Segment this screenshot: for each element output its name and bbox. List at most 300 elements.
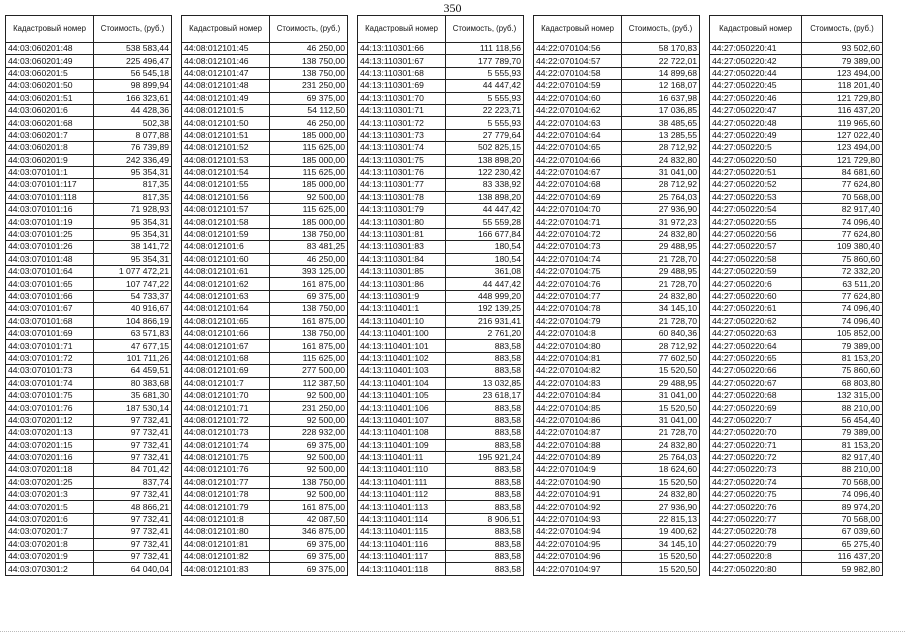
table-row <box>6 80 172 92</box>
cadastral-number-cell: 44:13:110401:100 <box>358 327 446 339</box>
cadastral-number-cell: 44:13:110401:114 <box>358 513 446 525</box>
cost-cell: 393 125,00 <box>270 266 348 278</box>
table-row <box>182 228 348 240</box>
table-row <box>182 166 348 178</box>
cadastral-number-cell: 44:03:060201:9 <box>6 154 94 166</box>
table-row <box>182 414 348 426</box>
cadastral-number-cell: 44:13:110301:67 <box>358 55 446 67</box>
cadastral-number-cell: 44:27:050220:49 <box>710 129 802 141</box>
cadastral-number-cell: 44:27:050220:74 <box>710 476 802 488</box>
cadastral-number-cell: 44:27:050220:62 <box>710 315 802 327</box>
cadastral-table-5 <box>709 15 883 576</box>
cadastral-number-cell: 44:22:070104:74 <box>534 253 622 265</box>
cadastral-number-cell: 44:08:012101:54 <box>182 166 270 178</box>
cadastral-number-cell: 44:13:110401:118 <box>358 563 446 575</box>
header-cost: Стоимость, (руб.) <box>446 16 524 43</box>
table-row <box>710 142 883 154</box>
cost-cell: 111 118,56 <box>446 43 524 55</box>
table-row <box>710 303 883 315</box>
cost-cell: 13 285,55 <box>622 129 700 141</box>
cost-cell: 44 428,36 <box>94 104 172 116</box>
cadastral-table-4 <box>533 15 700 576</box>
cost-cell: 92 500,00 <box>270 489 348 501</box>
cost-cell: 138 898,20 <box>446 191 524 203</box>
cadastral-number-cell: 44:22:070104:71 <box>534 216 622 228</box>
cost-cell: 88 210,00 <box>802 464 883 476</box>
cadastral-number-cell: 44:27:050220:53 <box>710 191 802 203</box>
table-row <box>6 216 172 228</box>
table-row <box>358 303 524 315</box>
cadastral-number-cell: 44:22:070104:58 <box>534 67 622 79</box>
cost-cell: 44 447,42 <box>446 204 524 216</box>
table-row <box>710 451 883 463</box>
cost-cell: 12 168,07 <box>622 80 700 92</box>
table-row <box>6 43 172 55</box>
table-row <box>6 303 172 315</box>
cost-cell: 77 602,50 <box>622 352 700 364</box>
table-row <box>358 216 524 228</box>
cost-cell: 98 899,94 <box>94 80 172 92</box>
cadastral-number-cell: 44:13:110301:79 <box>358 204 446 216</box>
table-row <box>182 451 348 463</box>
cost-cell: 70 568,00 <box>802 191 883 203</box>
table-row <box>358 290 524 302</box>
cost-cell: 14 899,68 <box>622 67 700 79</box>
cadastral-number-cell: 44:08:012101:52 <box>182 142 270 154</box>
table-row <box>358 538 524 550</box>
cost-cell: 127 022,40 <box>802 129 883 141</box>
cost-cell: 192 139,25 <box>446 303 524 315</box>
cost-cell: 21 728,70 <box>622 315 700 327</box>
cost-cell: 161 875,00 <box>270 340 348 352</box>
table-row <box>710 389 883 401</box>
table-row <box>534 266 700 278</box>
cadastral-number-cell: 44:08:012101:7 <box>182 377 270 389</box>
table-row <box>182 513 348 525</box>
cadastral-number-cell: 44:03:060201:7 <box>6 129 94 141</box>
table-row <box>182 278 348 290</box>
table-row <box>6 389 172 401</box>
table-row <box>6 513 172 525</box>
table-row <box>358 551 524 563</box>
cadastral-number-cell: 44:13:110401:104 <box>358 377 446 389</box>
cost-cell: 115 625,00 <box>270 142 348 154</box>
table-row <box>6 92 172 104</box>
cadastral-number-cell: 44:27:050220:73 <box>710 464 802 476</box>
cadastral-number-cell: 44:03:060201:49 <box>6 55 94 67</box>
cost-cell: 187 530,14 <box>94 402 172 414</box>
cost-cell: 18 624,60 <box>622 464 700 476</box>
table-row <box>358 513 524 525</box>
cost-cell: 54 733,37 <box>94 290 172 302</box>
table-row <box>6 464 172 476</box>
table-row <box>358 55 524 67</box>
table-row <box>710 365 883 377</box>
cadastral-number-cell: 44:13:110301:85 <box>358 266 446 278</box>
table-row <box>358 377 524 389</box>
table-row <box>182 327 348 339</box>
table-row <box>182 204 348 216</box>
cost-cell: 115 625,00 <box>270 352 348 364</box>
cadastral-number-cell: 44:08:012101:73 <box>182 427 270 439</box>
table-row <box>6 278 172 290</box>
cost-cell: 28 712,92 <box>622 142 700 154</box>
cadastral-table-3 <box>357 15 524 576</box>
cost-cell: 883,58 <box>446 501 524 513</box>
cadastral-number-cell: 44:13:110401:115 <box>358 526 446 538</box>
cadastral-number-cell: 44:27:050220:45 <box>710 80 802 92</box>
cadastral-number-cell: 44:27:050220:7 <box>710 414 802 426</box>
table-row <box>182 464 348 476</box>
table-row <box>6 154 172 166</box>
cadastral-number-cell: 44:27:050220:71 <box>710 439 802 451</box>
table-row <box>710 489 883 501</box>
cost-cell: 92 500,00 <box>270 464 348 476</box>
table-row <box>710 315 883 327</box>
cadastral-number-cell: 44:03:070101:67 <box>6 303 94 315</box>
table-row <box>182 365 348 377</box>
table-row <box>6 538 172 550</box>
cost-cell: 883,58 <box>446 526 524 538</box>
cadastral-number-cell: 44:27:050220:8 <box>710 551 802 563</box>
cost-cell: 84 701,42 <box>94 464 172 476</box>
header-cost: Стоимость, (руб.) <box>802 16 883 43</box>
cost-cell: 116 437,20 <box>802 551 883 563</box>
cadastral-number-cell: 44:08:012101:70 <box>182 389 270 401</box>
table-header-row <box>710 16 883 43</box>
table-row <box>534 377 700 389</box>
cadastral-number-cell: 44:03:070101:69 <box>6 327 94 339</box>
table-row <box>182 538 348 550</box>
cost-cell: 31 041,00 <box>622 414 700 426</box>
cadastral-number-cell: 44:27:050220:70 <box>710 427 802 439</box>
cadastral-number-cell: 44:27:050220:67 <box>710 377 802 389</box>
cadastral-number-cell: 44:03:070201:12 <box>6 414 94 426</box>
cost-cell: 883,58 <box>446 414 524 426</box>
cost-cell: 185 000,00 <box>270 179 348 191</box>
table-row <box>710 414 883 426</box>
table-row <box>358 278 524 290</box>
header-cadastral-number: Кадастровый номер <box>710 16 802 43</box>
table-row <box>358 228 524 240</box>
table-row <box>534 104 700 116</box>
cost-cell: 92 500,00 <box>270 451 348 463</box>
cadastral-number-cell: 44:27:050220:60 <box>710 290 802 302</box>
table-row <box>182 551 348 563</box>
cost-cell: 161 875,00 <box>270 501 348 513</box>
cadastral-number-cell: 44:27:050220:61 <box>710 303 802 315</box>
table-row <box>358 439 524 451</box>
table-row <box>6 179 172 191</box>
table-row <box>358 67 524 79</box>
table-row <box>6 476 172 488</box>
cadastral-number-cell: 44:03:070201:6 <box>6 513 94 525</box>
table-row <box>182 439 348 451</box>
cadastral-number-cell: 44:03:070301:2 <box>6 563 94 575</box>
table-row <box>534 303 700 315</box>
cost-cell: 46 250,00 <box>270 253 348 265</box>
cadastral-number-cell: 44:08:012101:6 <box>182 241 270 253</box>
cost-cell: 361,08 <box>446 266 524 278</box>
cadastral-number-cell: 44:13:110301:74 <box>358 142 446 154</box>
table-row <box>6 402 172 414</box>
cadastral-number-cell: 44:03:070101:75 <box>6 389 94 401</box>
cadastral-number-cell: 44:08:012101:79 <box>182 501 270 513</box>
table-row <box>182 389 348 401</box>
cadastral-number-cell: 44:27:050220:78 <box>710 526 802 538</box>
cost-cell: 16 637,98 <box>622 92 700 104</box>
cadastral-number-cell: 44:22:070104:56 <box>534 43 622 55</box>
cost-cell: 64 040,04 <box>94 563 172 575</box>
cost-cell: 97 732,41 <box>94 538 172 550</box>
table-row <box>6 117 172 129</box>
cadastral-number-cell: 44:13:110301:76 <box>358 166 446 178</box>
table-row <box>358 204 524 216</box>
cadastral-number-cell: 44:27:050220:80 <box>710 563 802 575</box>
cost-cell: 97 732,41 <box>94 414 172 426</box>
table-row <box>534 526 700 538</box>
cadastral-number-cell: 44:03:060201:50 <box>6 80 94 92</box>
cadastral-number-cell: 44:27:050220:54 <box>710 204 802 216</box>
table-row <box>358 389 524 401</box>
cost-cell: 48 866,21 <box>94 501 172 513</box>
cost-cell: 24 832,80 <box>622 228 700 240</box>
table-row <box>358 142 524 154</box>
cadastral-number-cell: 44:22:070104:62 <box>534 104 622 116</box>
cost-cell: 883,58 <box>446 464 524 476</box>
cadastral-number-cell: 44:08:012101:60 <box>182 253 270 265</box>
cost-cell: 104 866,19 <box>94 315 172 327</box>
table-row <box>534 117 700 129</box>
cost-cell: 24 832,80 <box>622 290 700 302</box>
table-row <box>534 179 700 191</box>
cadastral-number-cell: 44:27:050220:64 <box>710 340 802 352</box>
cost-cell: 817,35 <box>94 191 172 203</box>
header-cadastral-number: Кадастровый номер <box>534 16 622 43</box>
table-row <box>182 290 348 302</box>
cost-cell: 817,35 <box>94 179 172 191</box>
table-row <box>182 377 348 389</box>
header-cost: Стоимость, (руб.) <box>622 16 700 43</box>
cost-cell: 23 618,17 <box>446 389 524 401</box>
cadastral-number-cell: 44:27:050220:51 <box>710 166 802 178</box>
cost-cell: 55 559,28 <box>446 216 524 228</box>
cadastral-number-cell: 44:13:110401:107 <box>358 414 446 426</box>
cost-cell: 46 250,00 <box>270 43 348 55</box>
table-row <box>6 253 172 265</box>
cost-cell: 502 825,15 <box>446 142 524 154</box>
cadastral-number-cell: 44:22:070104:83 <box>534 377 622 389</box>
cadastral-number-cell: 44:03:070101:64 <box>6 266 94 278</box>
table-row <box>710 464 883 476</box>
cadastral-number-cell: 44:22:070104:66 <box>534 154 622 166</box>
cost-cell: 121 729,80 <box>802 92 883 104</box>
table-row <box>182 303 348 315</box>
table-row <box>534 464 700 476</box>
table-row <box>6 563 172 575</box>
cost-cell: 69 375,00 <box>270 439 348 451</box>
cost-cell: 79 389,00 <box>802 55 883 67</box>
cost-cell: 64 459,51 <box>94 365 172 377</box>
cadastral-number-cell: 44:08:012101:81 <box>182 538 270 550</box>
table-row <box>534 80 700 92</box>
cadastral-number-cell: 44:22:070104:92 <box>534 501 622 513</box>
cost-cell: 93 502,60 <box>802 43 883 55</box>
cost-cell: 75 860,60 <box>802 365 883 377</box>
table-row <box>534 142 700 154</box>
table-row <box>710 67 883 79</box>
cost-cell: 883,58 <box>446 563 524 575</box>
cost-cell: 883,58 <box>446 340 524 352</box>
cost-cell: 185 000,00 <box>270 129 348 141</box>
table-row <box>6 315 172 327</box>
cadastral-number-cell: 44:27:050220:57 <box>710 241 802 253</box>
table-row <box>6 104 172 116</box>
cost-cell: 116 437,20 <box>802 104 883 116</box>
cost-cell: 8 906,51 <box>446 513 524 525</box>
table-row <box>6 352 172 364</box>
cost-cell: 70 568,00 <box>802 513 883 525</box>
cadastral-number-cell: 44:03:070101:117 <box>6 179 94 191</box>
cadastral-number-cell: 44:27:050220:52 <box>710 179 802 191</box>
cost-cell: 63 511,20 <box>802 278 883 290</box>
cadastral-number-cell: 44:03:070201:5 <box>6 501 94 513</box>
cost-cell: 65 275,40 <box>802 538 883 550</box>
cadastral-number-cell: 44:08:012101:57 <box>182 204 270 216</box>
cadastral-number-cell: 44:03:070101:118 <box>6 191 94 203</box>
table-row <box>6 327 172 339</box>
cadastral-number-cell: 44:08:012101:75 <box>182 451 270 463</box>
cost-cell: 28 712,92 <box>622 340 700 352</box>
table-row <box>6 204 172 216</box>
cadastral-number-cell: 44:13:110401:113 <box>358 501 446 513</box>
cost-cell: 79 389,00 <box>802 427 883 439</box>
cost-cell: 883,58 <box>446 476 524 488</box>
cadastral-number-cell: 44:27:050220:44 <box>710 67 802 79</box>
cost-cell: 88 210,00 <box>802 402 883 414</box>
table-row <box>6 439 172 451</box>
table-row <box>6 377 172 389</box>
cost-cell: 24 832,80 <box>622 154 700 166</box>
cadastral-number-cell: 44:13:110301:77 <box>358 179 446 191</box>
cadastral-number-cell: 44:13:110301:86 <box>358 278 446 290</box>
table-row <box>6 266 172 278</box>
cadastral-number-cell: 44:27:050220:50 <box>710 154 802 166</box>
cadastral-number-cell: 44:03:070201:9 <box>6 551 94 563</box>
cadastral-number-cell: 44:22:070104:84 <box>534 389 622 401</box>
table-row <box>534 439 700 451</box>
cost-cell: 883,58 <box>446 489 524 501</box>
table-row <box>6 427 172 439</box>
cost-cell: 138 750,00 <box>270 476 348 488</box>
cadastral-number-cell: 44:27:050220:72 <box>710 451 802 463</box>
cost-cell: 883,58 <box>446 402 524 414</box>
cadastral-number-cell: 44:08:012101:47 <box>182 67 270 79</box>
cadastral-number-cell: 44:22:070104:9 <box>534 464 622 476</box>
cost-cell: 72 332,20 <box>802 266 883 278</box>
cadastral-number-cell: 44:03:070101:71 <box>6 340 94 352</box>
cadastral-number-cell: 44:03:070101:19 <box>6 216 94 228</box>
cost-cell: 69 375,00 <box>270 92 348 104</box>
cadastral-number-cell: 44:22:070104:67 <box>534 166 622 178</box>
table-row <box>6 340 172 352</box>
cost-cell: 22 223,71 <box>446 104 524 116</box>
table-row <box>358 43 524 55</box>
cadastral-number-cell: 44:22:070104:65 <box>534 142 622 154</box>
table-row <box>710 513 883 525</box>
cost-cell: 95 354,31 <box>94 216 172 228</box>
table-row <box>710 191 883 203</box>
table-row <box>6 191 172 203</box>
cadastral-number-cell: 44:27:050220:59 <box>710 266 802 278</box>
cadastral-number-cell: 44:13:110401:117 <box>358 551 446 563</box>
cadastral-number-cell: 44:08:012101:69 <box>182 365 270 377</box>
table-row <box>710 104 883 116</box>
cost-cell: 35 681,30 <box>94 389 172 401</box>
cost-cell: 54 112,50 <box>270 104 348 116</box>
cadastral-number-cell: 44:27:050220:6 <box>710 278 802 290</box>
cost-cell: 161 875,00 <box>270 315 348 327</box>
cost-cell: 27 936,90 <box>622 204 700 216</box>
cadastral-number-cell: 44:22:070104:85 <box>534 402 622 414</box>
cost-cell: 38 141,72 <box>94 241 172 253</box>
cadastral-number-cell: 44:27:050220:55 <box>710 216 802 228</box>
table-row <box>710 216 883 228</box>
cadastral-number-cell: 44:13:110301:71 <box>358 104 446 116</box>
cadastral-number-cell: 44:13:110301:9 <box>358 290 446 302</box>
cost-cell: 77 624,80 <box>802 290 883 302</box>
cost-cell: 118 201,40 <box>802 80 883 92</box>
cadastral-number-cell: 44:03:070201:25 <box>6 476 94 488</box>
table-row <box>182 191 348 203</box>
cost-cell: 38 485,65 <box>622 117 700 129</box>
table-row <box>710 427 883 439</box>
cadastral-number-cell: 44:22:070104:63 <box>534 117 622 129</box>
table-row <box>182 501 348 513</box>
cost-cell: 44 447,42 <box>446 278 524 290</box>
table-row <box>358 476 524 488</box>
cadastral-number-cell: 44:27:050220:66 <box>710 365 802 377</box>
table-row <box>358 253 524 265</box>
table-row <box>182 104 348 116</box>
cadastral-number-cell: 44:03:070201:3 <box>6 489 94 501</box>
cadastral-number-cell: 44:22:070104:96 <box>534 551 622 563</box>
table-row <box>710 204 883 216</box>
cadastral-number-cell: 44:03:060201:48 <box>6 43 94 55</box>
cost-cell: 138 750,00 <box>270 327 348 339</box>
cadastral-number-cell: 44:08:012101:83 <box>182 563 270 575</box>
cost-cell: 71 928,93 <box>94 204 172 216</box>
table-row <box>182 253 348 265</box>
cost-cell: 115 625,00 <box>270 166 348 178</box>
cadastral-number-cell: 44:22:070104:81 <box>534 352 622 364</box>
table-row <box>182 402 348 414</box>
table-row <box>182 526 348 538</box>
cost-cell: 97 732,41 <box>94 551 172 563</box>
table-row <box>6 451 172 463</box>
table-row <box>6 228 172 240</box>
table-row <box>534 489 700 501</box>
table-row <box>534 228 700 240</box>
cost-cell: 29 488,95 <box>622 377 700 389</box>
cadastral-number-cell: 44:03:070201:16 <box>6 451 94 463</box>
table-row <box>534 365 700 377</box>
cadastral-number-cell: 44:22:070104:87 <box>534 427 622 439</box>
table-row <box>358 327 524 339</box>
cost-cell: 63 571,83 <box>94 327 172 339</box>
table-row <box>182 315 348 327</box>
table-row <box>710 290 883 302</box>
